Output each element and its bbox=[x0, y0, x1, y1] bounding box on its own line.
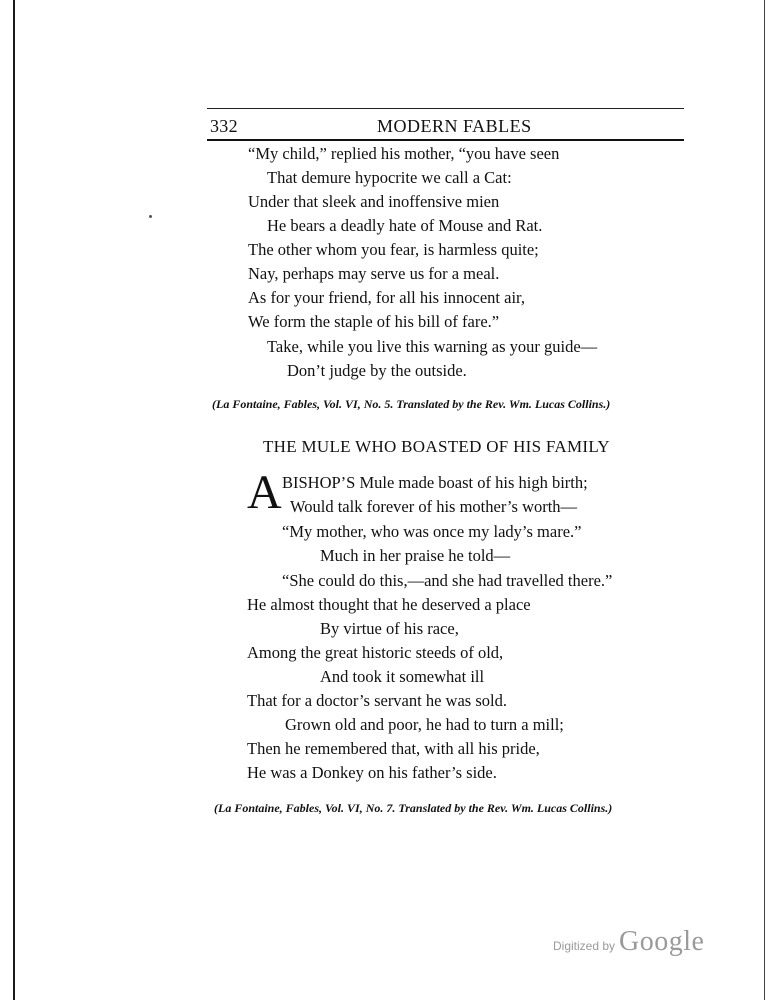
digitized-by-google-watermark bbox=[553, 926, 704, 958]
verse-line: “My child,” replied his mother, “you have seen bbox=[248, 144, 560, 163]
scan-edge-left bbox=[13, 0, 15, 1000]
verse-line: BISHOP’S Mule made boast of his high birth; bbox=[282, 473, 588, 492]
google-logo: Google bbox=[619, 926, 705, 957]
fable-title: THE MULE WHO BOASTED OF HIS FAMILY bbox=[263, 437, 610, 456]
verse-line: And took it somewhat ill bbox=[320, 667, 485, 686]
verse-line: That demure hypocrite we call a Cat: bbox=[267, 168, 512, 187]
running-header bbox=[207, 108, 684, 141]
drop-cap: A bbox=[247, 466, 282, 519]
verse-line: Don’t judge by the outside. bbox=[287, 361, 467, 380]
verse-line: Take, while you live this warning as your guide— bbox=[267, 337, 598, 356]
verse-line: Then he remembered that, with all his pride, bbox=[247, 739, 540, 758]
verse-line: “She could do this,—and she had travelled there.” bbox=[282, 571, 613, 590]
verse-line: Under that sleek and inoffensive mien bbox=[248, 192, 500, 211]
verse-line: Nay, perhaps may serve us for a meal. bbox=[248, 264, 500, 283]
verse-line: Would talk forever of his mother’s worth— bbox=[290, 497, 578, 516]
verse-line: Among the great historic steeds of old, bbox=[247, 643, 504, 662]
citation-fable-2: (La Fontaine, Fables, Vol. VI, No. 7. Translated by the Rev. Wm. Lucas Collins.) bbox=[214, 801, 613, 815]
verse-line: Grown old and poor, he had to turn a mill; bbox=[285, 715, 564, 734]
verse-line: We form the staple of his bill of fare.” bbox=[248, 312, 500, 331]
page-number: 332 bbox=[210, 116, 238, 136]
verse-line: He was a Donkey on his father’s side. bbox=[247, 763, 497, 782]
verse-line: “My mother, who was once my lady’s mare.” bbox=[282, 522, 582, 541]
running-title: MODERN FABLES bbox=[377, 116, 532, 136]
verse-line: That for a doctor’s servant he was sold. bbox=[247, 691, 507, 710]
scan-speck bbox=[149, 215, 152, 218]
verse-line: He bears a deadly hate of Mouse and Rat. bbox=[267, 216, 543, 235]
verse-line: By virtue of his race, bbox=[320, 619, 459, 638]
scan-edge-right bbox=[764, 0, 765, 1000]
verse-line: He almost thought that he deserved a place bbox=[247, 595, 531, 614]
citation-fable-1: (La Fontaine, Fables, Vol. VI, No. 5. Translated by the Rev. Wm. Lucas Collins.) bbox=[212, 397, 611, 411]
verse-line: As for your friend, for all his innocent air, bbox=[248, 288, 526, 307]
verse-line: Much in her praise he told— bbox=[320, 546, 511, 565]
verse-line: The other whom you fear, is harmless quite; bbox=[248, 240, 539, 259]
watermark-prefix: Digitized by bbox=[553, 939, 616, 953]
